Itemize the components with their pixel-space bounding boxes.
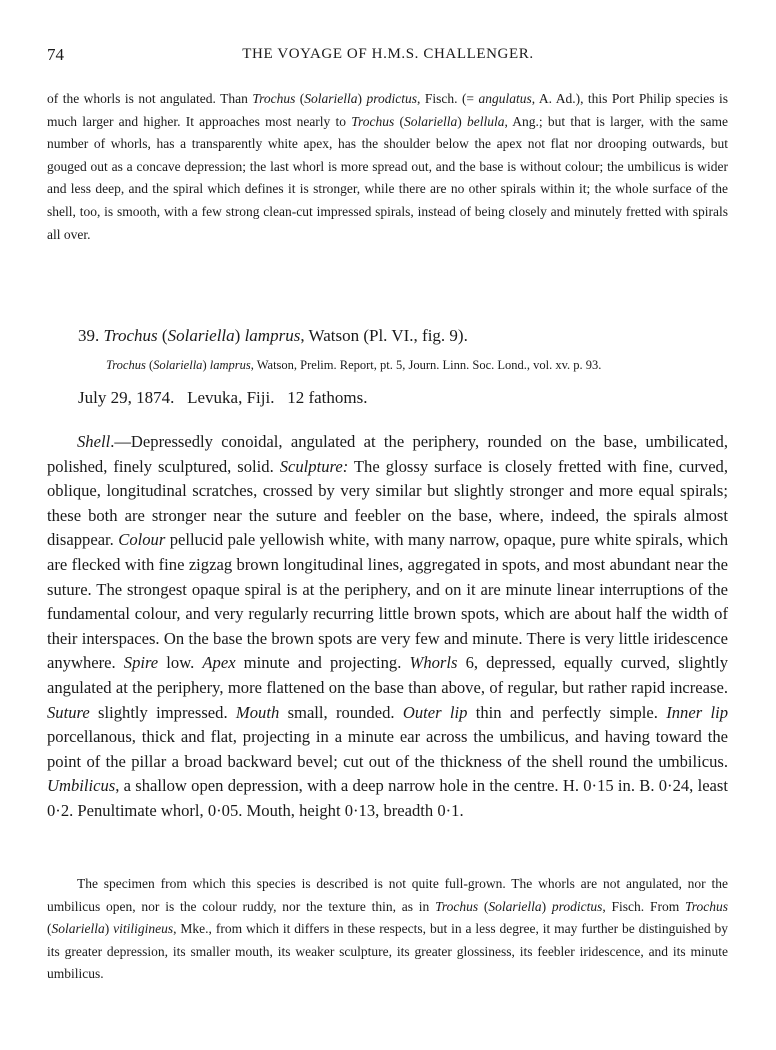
- species-heading: 39. Trochus (Solariella) lamprus, Watson (Pl. VI., fig. 9).: [78, 326, 468, 345]
- station-date: July 29, 1874.: [78, 388, 175, 407]
- station-locality: [78, 388, 367, 408]
- station-depth: 12 fathoms.: [287, 388, 368, 407]
- species-citation: Trochus (Solariella) lamprus, Watson, Prelim. Report, pt. 5, Journ. Linn. Soc. Lond., vol. xv. p. 93.: [106, 358, 602, 372]
- page-header: [47, 45, 729, 67]
- station-place: Levuka, Fiji.: [187, 388, 275, 407]
- continued-paragraph: of the whorls is not angulated. Than Trochus (Solariella) prodictus, Fisch. (= angulatus, A. Ad.), this Port Philip species is much larger and higher. It approaches most nearly to Trochus (Solariella) bellula, Ang.; but that is larger, with the same number of whorls, has a transparently white apex, has the shoulder below the apex not flat nor drooping outwards, but gouged out as a concave depression; the last whorl is more spread out, and the base is without colour; the umbilicus is wider and less deep, and the spiral which defines it is stronger, while there are no other spirals within it; the whole surface of the shell, too, is smooth, with a few strong clean-cut impressed spirals, instead of being closely and minutely fretted with spirals all over.: [47, 91, 729, 242]
- running-title: THE VOYAGE OF H.M.S. CHALLENGER.: [242, 46, 534, 62]
- page-number: 74: [47, 45, 64, 64]
- shell-description: Shell.—Depressedly conoidal, angulated at the periphery, rounded on the base, umbilicated, polished, finely sculptured, solid. Sculpture: The glossy surface is closely fretted with fine, curved, oblique, longitudinal scratches, crossed by very similar but slightly stronger and more equal spirals; these both are stronger near the suture and feebler on the base, where, indeed, the spirals almost disappear. Colour pellucid pale yellowish white, with many narrow, opaque, pure white spirals, which are flecked with fine zigzag brown longitudinal lines, aggregated in spots, and most abundant near the suture. The strongest opaque spiral is at the periphery, and on it are minute linear interruptions of the fundamental colour, and very regularly recurring little brown spots, which are about half the width of their interspaces. On the base the brown spots are very few and minute. There is very little iridescence anywhere. Spire low. Apex minute and projecting. Whorls 6, depressed, equally curved, slightly angulated at the periphery, more flattened on the base than above, of regular, but rather rapid increase. Suture slightly impressed. Mouth small, rounded. Outer lip thin and perfectly simple. Inner lip porcellanous, thick and flat, projecting in a minute ear across the umbilicus, and having toward the point of the pillar a broad backward bevel; cut out of the thickness of the shell round the umbilicus. Umbilicus, a shallow open depression, with a deep narrow hole in the centre. H. 0·15 in. B. 0·24, least 0·2. Penultimate whorl, 0·05. Mouth, height 0·13, breadth 0·1.: [47, 432, 729, 820]
- specimen-note: The specimen from which this species is described is not quite full-grown. The whorls are not angulated, nor the umbilicus open, nor is the colour ruddy, nor the texture thin, as in Trochus (Solariella) prodictus, Fisch. From Trochus (Solariella) vitiligineus, Mke., from which it differs in these respects, but in a less degree, it may further be distinguished by its greater depression, its smaller mouth, its weaker sculpture, its greater glossiness, its feebler iridescence, and its minute umbilicus.: [47, 876, 729, 982]
